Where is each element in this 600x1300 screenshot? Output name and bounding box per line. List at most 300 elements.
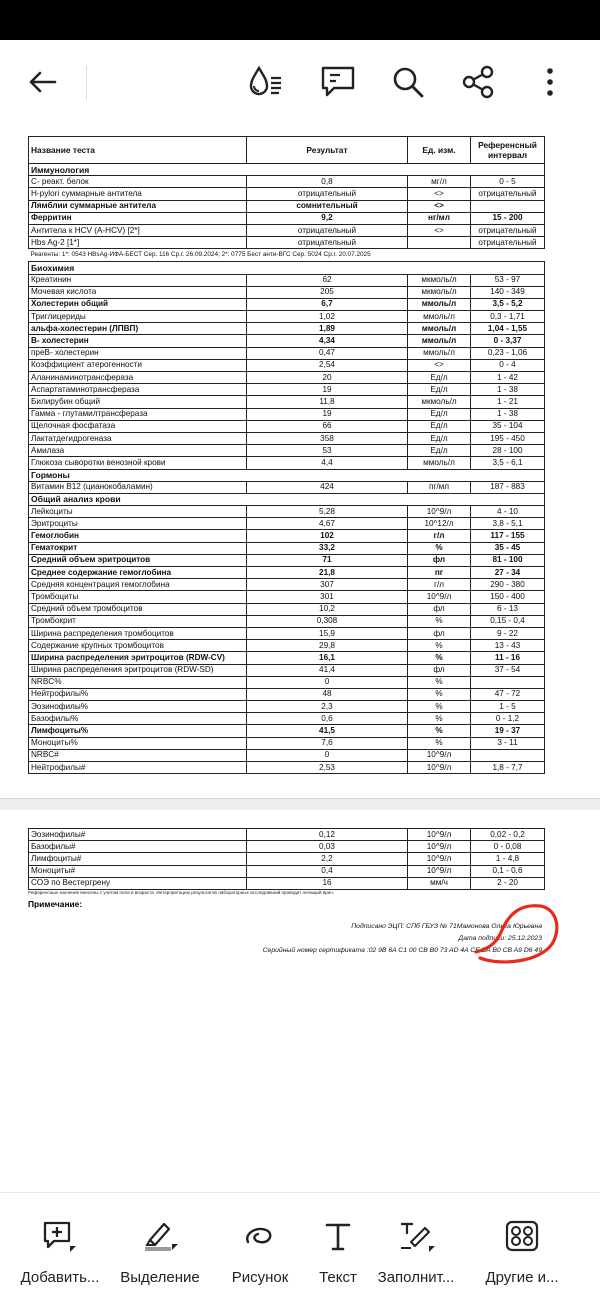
section-title: Гормоны [29, 469, 545, 481]
table-row [29, 627, 545, 639]
section-heading-row [29, 262, 545, 274]
unit-cell: фл [408, 554, 471, 566]
reagents-row [29, 249, 545, 262]
header-unit: Ед. изм. [408, 137, 471, 164]
unit-cell: мкмоль/л [408, 274, 471, 286]
table-row [29, 335, 545, 347]
test-name-cell: Эритроциты [29, 518, 247, 530]
result-cell: 0,47 [247, 347, 408, 359]
result-cell: 102 [247, 530, 408, 542]
table-row [29, 445, 545, 457]
test-name-cell: Лейкоциты [29, 506, 247, 518]
draw-icon [240, 1219, 280, 1253]
text-icon [318, 1219, 358, 1253]
result-cell: 7,6 [247, 737, 408, 749]
tool-label: Другие и... [485, 1269, 559, 1286]
test-name-cell: Базофилы% [29, 713, 247, 725]
table-row [29, 384, 545, 396]
table-row [29, 530, 545, 542]
reference-cell: 1 - 4,8 [471, 853, 545, 865]
test-name-cell: преВ- холестерин [29, 347, 247, 359]
test-name-cell: Амилаза [29, 445, 247, 457]
test-name-cell: Эозинофилы# [29, 829, 247, 841]
reagents-block [29, 249, 545, 262]
unit-cell: нг/мл [408, 212, 471, 224]
unit-cell: Ед/л [408, 420, 471, 432]
table-row [29, 554, 545, 566]
result-cell: 48 [247, 688, 408, 700]
test-name-cell: Антитела к HCV (A-HCV) [2*] [29, 224, 247, 236]
reagents-text: Реагенты: 1*: 0543 HBsAg-ИФА-БЕСТ Сер. 116 Ср.г. 26.09.2024; 2*: 0775 Бест анти-ВГС Сер. 5024 Ср.г. 20.07.2025 [29, 249, 545, 262]
reference-cell: 1 - 42 [471, 372, 545, 384]
result-cell: 9,2 [247, 212, 408, 224]
share-icon[interactable] [458, 62, 498, 102]
unit-cell: 10^9/л [408, 865, 471, 877]
unit-cell: % [408, 542, 471, 554]
immunology-rows [29, 164, 545, 249]
result-cell: 66 [247, 420, 408, 432]
table-row [29, 542, 545, 554]
result-cell: 0,308 [247, 615, 408, 627]
unit-cell: 10^9/л [408, 749, 471, 761]
test-name-cell: Моноциты# [29, 865, 247, 877]
reference-cell: 0,1 - 0,6 [471, 865, 545, 877]
table-row [29, 359, 545, 371]
table-row [29, 420, 545, 432]
test-name-cell: Среднее содержание гемоглобина [29, 567, 247, 579]
unit-cell: % [408, 713, 471, 725]
header-reference: Референсный интервал [471, 137, 545, 164]
unit-cell: % [408, 652, 471, 664]
reference-cell: 15 - 200 [471, 212, 545, 224]
unit-cell: фл [408, 664, 471, 676]
unit-cell: ммоль/л [408, 347, 471, 359]
result-cell: отрицательный [247, 188, 408, 200]
test-name-cell: Аланинаминотрансфераза [29, 372, 247, 384]
test-name-cell: Средняя концентрация гемоглобина [29, 579, 247, 591]
test-name-cell: Лактатдегидрогеназа [29, 432, 247, 444]
table-row [29, 372, 545, 384]
table-row [29, 457, 545, 469]
highlight-icon [140, 1219, 180, 1253]
reference-cell: 1 - 5 [471, 701, 545, 713]
test-name-cell: NRBC# [29, 749, 247, 761]
unit-cell: мкмоль/л [408, 286, 471, 298]
test-name-cell: альфа-холестерин (ЛПВП) [29, 323, 247, 335]
test-name-cell: Билирубин общий [29, 396, 247, 408]
test-name-cell: Гемоглобин [29, 530, 247, 542]
result-cell: 16 [247, 877, 408, 889]
table-row [29, 212, 545, 224]
reference-cell: 3,5 - 5,2 [471, 298, 545, 310]
table-row [29, 640, 545, 652]
unit-cell: <> [408, 188, 471, 200]
unit-cell: <> [408, 224, 471, 236]
unit-cell: 10^9/л [408, 829, 471, 841]
test-name-cell: СОЭ по Вестергрену [29, 877, 247, 889]
header-test-name: Название теста [29, 137, 247, 164]
reference-cell [471, 200, 545, 212]
unit-cell: <> [408, 359, 471, 371]
document-page-1 [0, 126, 600, 798]
section-heading-row [29, 493, 545, 505]
result-cell: 2,3 [247, 701, 408, 713]
result-cell: 6,7 [247, 298, 408, 310]
unit-cell: фл [408, 603, 471, 615]
reference-cell: 0,02 - 0,2 [471, 829, 545, 841]
unit-cell: % [408, 701, 471, 713]
result-cell: 205 [247, 286, 408, 298]
table-row [29, 676, 545, 688]
toolbar-divider [86, 66, 87, 100]
test-name-cell: Мочевая кислота [29, 286, 247, 298]
unit-cell: мм/ч [408, 877, 471, 889]
test-name-cell: Лимфоциты% [29, 725, 247, 737]
table-row [29, 737, 545, 749]
unit-cell: 10^9/л [408, 591, 471, 603]
test-name-cell: С- реакт. белок [29, 176, 247, 188]
result-cell: 0,12 [247, 829, 408, 841]
test-name-cell: Щелочная фосфатаза [29, 420, 247, 432]
result-cell: сомнительный [247, 200, 408, 212]
unit-cell: % [408, 737, 471, 749]
test-name-cell: Коэффициент атерогенности [29, 359, 247, 371]
result-cell: 20 [247, 372, 408, 384]
reference-cell: отрицательный [471, 237, 545, 249]
unit-cell: 10^9/л [408, 762, 471, 774]
result-cell: 0,4 [247, 865, 408, 877]
reference-cell: 9 - 22 [471, 627, 545, 639]
reference-cell: 3 - 11 [471, 737, 545, 749]
unit-cell: <> [408, 200, 471, 212]
reference-cell: 290 - 380 [471, 579, 545, 591]
table-row [29, 603, 545, 615]
add-comment-icon [40, 1219, 80, 1253]
table-row [29, 713, 545, 725]
fill-sign-icon [396, 1219, 436, 1253]
unit-cell: % [408, 640, 471, 652]
test-name-cell: Нейтрофилы# [29, 762, 247, 774]
table-row [29, 829, 545, 841]
test-name-cell: Нейтрофилы% [29, 688, 247, 700]
result-cell: 0,03 [247, 841, 408, 853]
unit-cell: ммоль/л [408, 335, 471, 347]
reference-cell: 0,23 - 1,06 [471, 347, 545, 359]
tool-label: Рисунок [231, 1269, 289, 1286]
reference-cell: 1,8 - 7,7 [471, 762, 545, 774]
reference-cell [471, 676, 545, 688]
table-row [29, 865, 545, 877]
section-title: Биохимия [29, 262, 545, 274]
reference-cell: 28 - 100 [471, 445, 545, 457]
result-cell: отрицательный [247, 224, 408, 236]
reference-cell: 19 - 37 [471, 725, 545, 737]
result-cell: 15,9 [247, 627, 408, 639]
result-cell: 71 [247, 554, 408, 566]
test-name-cell: Ширина распределения эритроцитов (RDW-CV) [29, 652, 247, 664]
result-cell: 29,8 [247, 640, 408, 652]
reference-cell: 27 - 34 [471, 567, 545, 579]
reference-cell: отрицательный [471, 188, 545, 200]
section-heading-row [29, 469, 545, 481]
table-row [29, 749, 545, 761]
reference-cell: 11 - 16 [471, 652, 545, 664]
unit-cell: Ед/л [408, 408, 471, 420]
note-label: Примечание: [28, 899, 83, 909]
document-page-2 [0, 810, 600, 1190]
result-cell: 41,4 [247, 664, 408, 676]
test-name-cell: Лямблии суммарные антитела [29, 200, 247, 212]
result-cell: 301 [247, 591, 408, 603]
result-cell: 307 [247, 579, 408, 591]
result-cell: 1,02 [247, 311, 408, 323]
table-row [29, 408, 545, 420]
test-name-cell: Средний объем эритроцитов [29, 554, 247, 566]
table-row [29, 762, 545, 774]
unit-cell: мг/л [408, 176, 471, 188]
reference-cell: 4 - 10 [471, 506, 545, 518]
table-row [29, 567, 545, 579]
table-row [29, 237, 545, 249]
test-name-cell: Гамма - глутамилтрансфераза [29, 408, 247, 420]
section-title: Общий анализ крови [29, 493, 545, 505]
result-cell: 5,28 [247, 506, 408, 518]
back-arrow-icon[interactable] [22, 62, 62, 102]
result-cell: 358 [247, 432, 408, 444]
test-name-cell: Аспартатаминотрансфераза [29, 384, 247, 396]
reference-cell: 1 - 38 [471, 384, 545, 396]
test-name-cell: Содержание крупных тромбоцитов [29, 640, 247, 652]
test-name-cell: Ширина распределения эритроцитов (RDW-SD) [29, 664, 247, 676]
reference-cell: 3,5 - 6,1 [471, 457, 545, 469]
reference-cell: 0,3 - 1,71 [471, 311, 545, 323]
table-row [29, 853, 545, 865]
reference-cell: 0 - 5 [471, 176, 545, 188]
table-row [29, 298, 545, 310]
unit-cell [408, 237, 471, 249]
unit-cell: Ед/л [408, 384, 471, 396]
result-cell: 0,6 [247, 713, 408, 725]
reference-cell: 1 - 38 [471, 408, 545, 420]
table-row [29, 725, 545, 737]
section-title: Иммунология [29, 164, 545, 176]
unit-cell: % [408, 615, 471, 627]
result-cell: 2,53 [247, 762, 408, 774]
result-cell: 53 [247, 445, 408, 457]
test-name-cell: Моноциты% [29, 737, 247, 749]
search-icon[interactable] [388, 62, 428, 102]
unit-cell: ммоль/л [408, 298, 471, 310]
result-cell: 0 [247, 676, 408, 688]
reference-cell: 53 - 97 [471, 274, 545, 286]
table-row [29, 396, 545, 408]
result-cell: отрицательный [247, 237, 408, 249]
more-tools[interactable] [462, 1193, 582, 1300]
test-name-cell: Ширина распределения тромбоцитов [29, 627, 247, 639]
unit-cell: % [408, 688, 471, 700]
table-row [29, 688, 545, 700]
unit-cell: % [408, 725, 471, 737]
lab-results-table-continued [28, 828, 545, 890]
unit-cell: Ед/л [408, 432, 471, 444]
tool-label: Добавить... [20, 1269, 100, 1286]
signed-by: Подписано ЭЦП: СПб ГБУЗ № 71Мамонова Ольга Юрьевна [351, 923, 542, 930]
result-cell: 1,89 [247, 323, 408, 335]
test-name-cell: Hbs Ag-2 [1*] [29, 237, 247, 249]
section-heading-row [29, 164, 545, 176]
reference-cell: 2 - 20 [471, 877, 545, 889]
reference-cell: отрицательный [471, 224, 545, 236]
unit-cell: ммоль/л [408, 457, 471, 469]
result-cell: 424 [247, 481, 408, 493]
text-to-speech-icon[interactable] [246, 62, 286, 102]
table-row [29, 652, 545, 664]
top-app-bar [0, 40, 600, 127]
result-cell: 2,2 [247, 853, 408, 865]
reference-cell: 35 - 104 [471, 420, 545, 432]
reference-cell: 6 - 13 [471, 603, 545, 615]
reference-cell: 13 - 43 [471, 640, 545, 652]
table-row [29, 841, 545, 853]
lab-results-table [28, 136, 545, 774]
reference-cell: 3,8 - 5,1 [471, 518, 545, 530]
unit-cell: г/л [408, 579, 471, 591]
result-cell: 10,2 [247, 603, 408, 615]
table-row [29, 176, 545, 188]
unit-cell: ммоль/л [408, 323, 471, 335]
result-cell: 4,34 [247, 335, 408, 347]
result-cell: 41,5 [247, 725, 408, 737]
table-row [29, 347, 545, 359]
tool-label: Заполнит... [377, 1269, 455, 1286]
unit-cell: ммоль/л [408, 311, 471, 323]
fill-sign-tool[interactable] [356, 1193, 476, 1300]
page2-rows [29, 829, 545, 890]
table-row [29, 286, 545, 298]
test-name-cell: Тромбокрит [29, 615, 247, 627]
table-row [29, 701, 545, 713]
reference-cell: 195 - 450 [471, 432, 545, 444]
unit-cell: % [408, 676, 471, 688]
reference-cell: 140 - 349 [471, 286, 545, 298]
reference-footnote: Референсные значения внесены с учетом пола и возраста. Интерпретацию результатов лабораторных исследований проводит лечащий врач. [28, 890, 334, 895]
unit-cell: 10^9/л [408, 853, 471, 865]
table-row [29, 518, 545, 530]
comment-icon[interactable] [318, 62, 358, 102]
test-name-cell: Эозинофилы% [29, 701, 247, 713]
result-cell: 19 [247, 408, 408, 420]
result-cell: 0 [247, 749, 408, 761]
table-row [29, 200, 545, 212]
reference-cell: 1,04 - 1,55 [471, 323, 545, 335]
unit-cell: мкмоль/л [408, 396, 471, 408]
table-row [29, 188, 545, 200]
reference-cell: 0 - 4 [471, 359, 545, 371]
unit-cell: пг [408, 567, 471, 579]
result-cell: 4,67 [247, 518, 408, 530]
table-row [29, 432, 545, 444]
test-name-cell: Триглицериды [29, 311, 247, 323]
tool-label: Текст [319, 1269, 357, 1286]
test-name-cell: Лимфоциты# [29, 853, 247, 865]
table-header-row [29, 137, 545, 164]
reference-cell: 187 - 883 [471, 481, 545, 493]
test-name-cell: Базофилы# [29, 841, 247, 853]
reference-cell: 150 - 400 [471, 591, 545, 603]
table-row [29, 506, 545, 518]
result-cell: 21,8 [247, 567, 408, 579]
red-ink-annotation [470, 900, 570, 970]
table-row [29, 615, 545, 627]
table-row [29, 877, 545, 889]
table-row [29, 481, 545, 493]
test-name-cell: Тромбоциты [29, 591, 247, 603]
unit-cell: Ед/л [408, 445, 471, 457]
table-row [29, 323, 545, 335]
unit-cell: 10^9/л [408, 506, 471, 518]
biochemistry-rows [29, 262, 545, 774]
reference-cell: 37 - 54 [471, 664, 545, 676]
table-row [29, 591, 545, 603]
test-name-cell: Витамин В12 (цианокобаламин) [29, 481, 247, 493]
test-name-cell: Креатинин [29, 274, 247, 286]
table-row [29, 224, 545, 236]
test-name-cell: Гематокрит [29, 542, 247, 554]
result-cell: 11,8 [247, 396, 408, 408]
certificate-serial: Серийный номер сертификата :02 9B 6A C1 00 CB B0 73 AD 4A CE BA B0 CB A9 D6 49 [262, 947, 542, 954]
header-result: Результат [247, 137, 408, 164]
unit-cell: пг/мл [408, 481, 471, 493]
reference-cell: 1 - 21 [471, 396, 545, 408]
unit-cell: 10^9/л [408, 841, 471, 853]
result-cell: 19 [247, 384, 408, 396]
test-name-cell: Глюкоза сыворотки венозной крови [29, 457, 247, 469]
table-row [29, 579, 545, 591]
result-cell: 0,8 [247, 176, 408, 188]
bottom-toolbar [0, 1192, 600, 1300]
unit-cell: г/л [408, 530, 471, 542]
result-cell: 4,4 [247, 457, 408, 469]
reference-cell: 117 - 155 [471, 530, 545, 542]
test-name-cell: Средний объем тромбоцитов [29, 603, 247, 615]
result-cell: 62 [247, 274, 408, 286]
test-name-cell: Холестерин общий [29, 298, 247, 310]
table-row [29, 311, 545, 323]
more-icon[interactable] [530, 62, 570, 102]
more-tools-icon [502, 1219, 542, 1253]
reference-cell: 0 - 0,08 [471, 841, 545, 853]
unit-cell: фл [408, 627, 471, 639]
result-cell: 33,2 [247, 542, 408, 554]
reference-cell: 47 - 72 [471, 688, 545, 700]
reference-cell: 35 - 45 [471, 542, 545, 554]
reference-cell [471, 749, 545, 761]
result-cell: 2,54 [247, 359, 408, 371]
table-row [29, 274, 545, 286]
reference-cell: 81 - 100 [471, 554, 545, 566]
unit-cell: Ед/л [408, 372, 471, 384]
test-name-cell: H-pylori суммарные антитела [29, 188, 247, 200]
test-name-cell: В- холестерин [29, 335, 247, 347]
reference-cell: 0,15 - 0,4 [471, 615, 545, 627]
test-name-cell: Ферритин [29, 212, 247, 224]
result-cell: 16,1 [247, 652, 408, 664]
table-row [29, 664, 545, 676]
sign-date: Дата подписи: 25.12.2023 [458, 935, 542, 942]
reference-cell: 0 - 3,37 [471, 335, 545, 347]
test-name-cell: NRBC% [29, 676, 247, 688]
reference-cell: 0 - 1,2 [471, 713, 545, 725]
